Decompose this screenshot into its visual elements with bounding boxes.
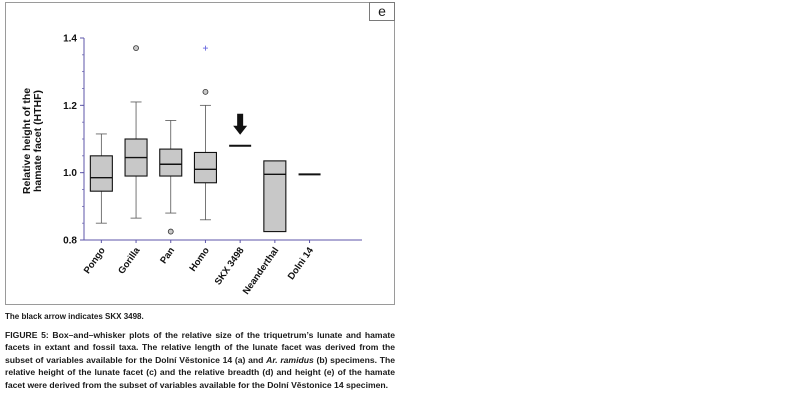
panel-label: e bbox=[369, 2, 395, 21]
x-tick-label-gorilla: Gorilla bbox=[116, 245, 143, 277]
caption-species-name: Ar. ramidus bbox=[266, 354, 314, 365]
caption-text-part1: Box–and–whisker plots of the relative size of the triquetrum’s lunate and hamate facets in extant and fossil taxa. The relative length of the lunate facet was derived from the subset of variables available for the Dolní Věstonice 14 (a) and bbox=[5, 330, 395, 365]
pan-box bbox=[160, 149, 182, 176]
gorilla-outlier bbox=[134, 46, 139, 51]
x-tick-label-skx-3498: SKX 3498 bbox=[212, 245, 247, 288]
boxplot-chart bbox=[0, 0, 400, 306]
y-tick-label: 1.4 bbox=[63, 33, 77, 45]
y-axis-label-line2: hamate facet (HTHF) bbox=[32, 89, 44, 193]
x-tick-label-pan: Pan bbox=[158, 245, 178, 267]
pan-outlier bbox=[168, 229, 173, 234]
x-tick-label-homo: Homo bbox=[187, 245, 212, 274]
homo-outlier bbox=[203, 89, 208, 94]
y-tick-label: 0.8 bbox=[63, 235, 77, 247]
y-axis-label-line1: Relative height of the bbox=[21, 87, 33, 195]
caption-text-part2: (b) specimens. The relative height of the lunate facet (c) and the relative breadth (d) and height (e) of the hamate facet were derived from the subset of variables available for the Dolní Věstonice 14 specimen. bbox=[5, 354, 395, 390]
caption-label: FIGURE 5: bbox=[5, 330, 49, 340]
pongo-box bbox=[90, 156, 112, 191]
axis-labels bbox=[21, 88, 44, 194]
arrow-down-icon bbox=[233, 114, 247, 135]
plot-marks bbox=[90, 46, 320, 234]
neanderthal-box bbox=[264, 161, 286, 232]
figure-caption bbox=[5, 329, 395, 391]
x-tick-label-dolni-14: Dolni 14 bbox=[285, 245, 317, 282]
homo-box bbox=[194, 152, 216, 182]
figure-note: The black arrow indicates SKX 3498. bbox=[5, 312, 144, 321]
y-tick-label: 1.0 bbox=[63, 168, 77, 180]
y-tick-label: 1.2 bbox=[63, 100, 77, 112]
x-tick-label-neanderthal: Neanderthal bbox=[240, 245, 282, 297]
x-tick-label-pongo: Pongo bbox=[81, 245, 108, 276]
